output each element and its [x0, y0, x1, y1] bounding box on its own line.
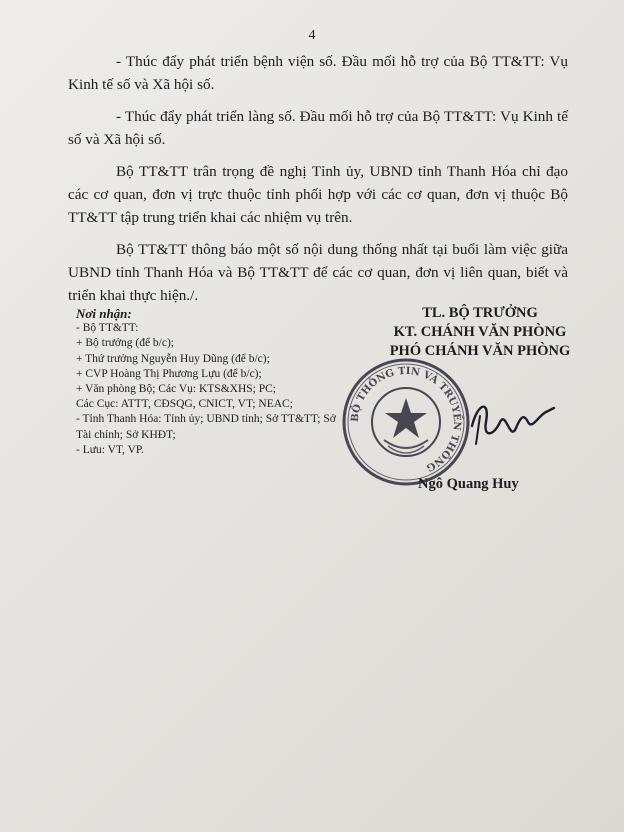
- recipient-item: + Bộ trưởng (để b/c);: [76, 337, 175, 350]
- recipient-item: - Lưu: VT, VP.: [76, 443, 144, 456]
- signature-line-2: KT. CHÁNH VĂN PHÒNG: [393, 324, 567, 340]
- recipient-item: + CVP Hoàng Thị Phương Lựu (để b/c);: [76, 367, 262, 380]
- recipient-item: - Tỉnh Thanh Hóa: Tỉnh ủy; UBND tỉnh; Sở TT&TT; Sở Tài chính; Sở KHĐT;: [76, 413, 336, 441]
- handwritten-signature-icon: [468, 392, 558, 452]
- official-seal-icon: [340, 356, 472, 488]
- recipient-item: Các Cục: ATTT, CĐSQG, CNICT, VT; NEAC;: [76, 398, 293, 411]
- paragraph-request: Bộ TT&TT trân trọng đề nghị Tỉnh ủy, UBND tỉnh Thanh Hóa chỉ đạo các cơ quan, đơn vị trực thuộc tỉnh phối hợp với các cơ quan, đơn vị thuộc Bộ TT&TT tập trung triển khai các nhiệm vụ trên.: [68, 163, 568, 226]
- recipient-item: + Thứ trưởng Nguyễn Huy Dũng (để b/c);: [76, 352, 270, 365]
- paragraph-digital-village: - Thúc đẩy phát triển làng số. Đầu mối hỗ trợ của Bộ TT&TT: Vụ Kinh tế số và Xã hội số.: [68, 108, 568, 148]
- recipient-item: - Bộ TT&TT:: [76, 322, 139, 335]
- page-number: 4: [308, 28, 316, 43]
- document-body: [68, 50, 568, 316]
- recipients-title: Nơi nhận:: [76, 306, 132, 321]
- signature-title-block: [360, 304, 600, 361]
- recipients-block: [76, 306, 346, 458]
- recipient-item: + Văn phòng Bộ; Các Vụ: KTS&XHS; PC;: [76, 383, 276, 396]
- signer-name: Ngô Quang Huy: [418, 476, 519, 492]
- seal-ring-text: BỘ THÔNG TIN VÀ TRUYỀN THÔNG: [349, 365, 463, 473]
- paragraph-announcement: Bộ TT&TT thông báo một số nội dung thống nhất tại buổi làm việc giữa UBND tỉnh Thanh Hóa và Bộ TT&TT để các cơ quan, đơn vị liên quan, biết và triển khai thực hiện./.: [68, 241, 568, 304]
- signature-line-3: PHÓ CHÁNH VĂN PHÒNG: [389, 343, 571, 359]
- signature-line-1: TL. BỘ TRƯỞNG: [422, 305, 538, 321]
- paragraph-digital-hospital: - Thúc đẩy phát triển bệnh viện số. Đầu mối hỗ trợ của Bộ TT&TT: Vụ Kinh tế số và Xã hội số.: [68, 53, 568, 93]
